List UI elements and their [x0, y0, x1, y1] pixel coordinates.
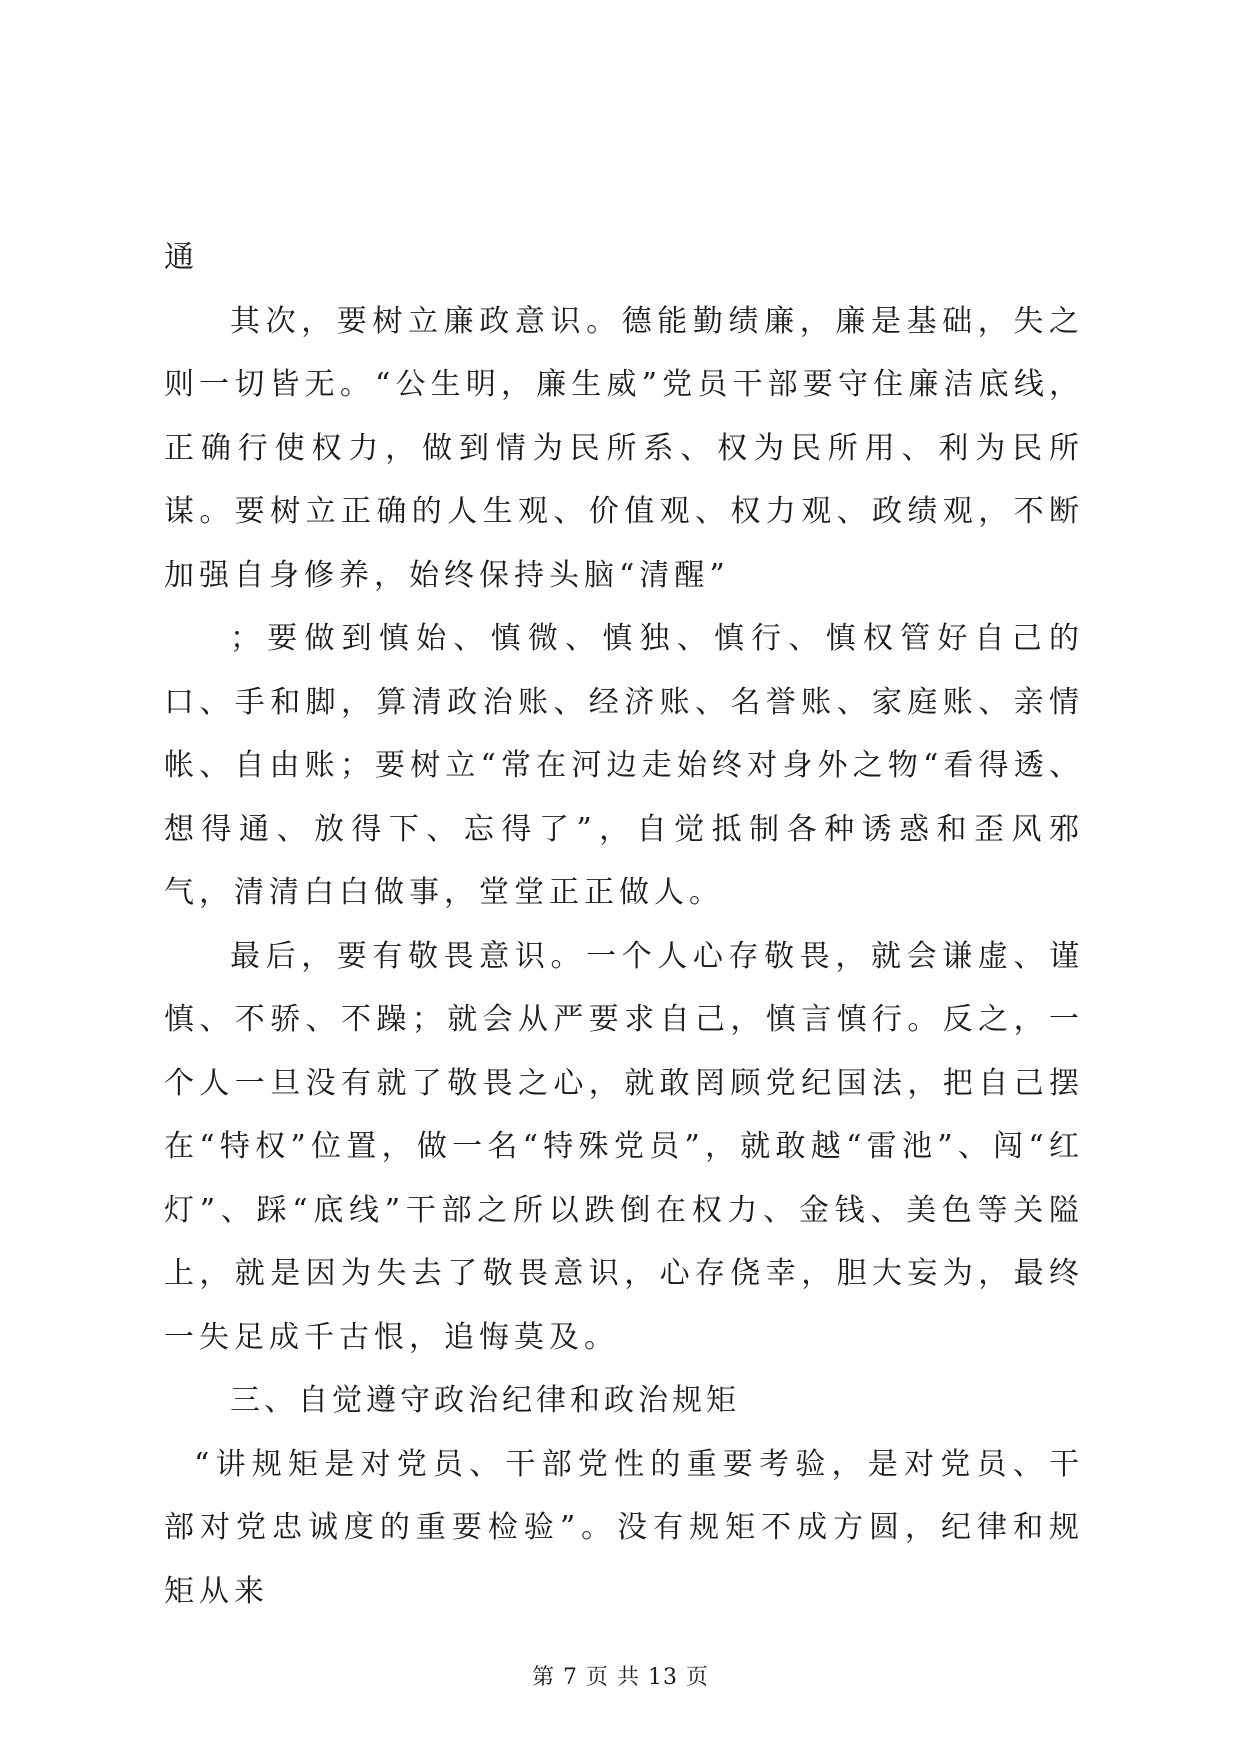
paragraph-reverence-awareness: 最后，要有敬畏意识。一个人心存敬畏，就会谦虚、谨慎、不骄、不躁；就会从严要求自己，慎言慎行。反之，一个人一旦没有就了敬畏之心，就敢罔顾党纪国法，把自己摆在“特权”位置，做一名“特殊党员”，就敢越“雷池”、闯“红灯”、踩“底线”干部之所以跌倒在权力、金钱、美色等关隘上，就是因为失去了敬畏意识，心存侥幸，胆大妄为，最终一失足成千古恨，追悔莫及。 — [164, 938, 1084, 1355]
page-footer: 第 7 页 共 13 页 — [532, 1665, 709, 1690]
paragraph-integrity-awareness: 其次，要树立廉政意识。德能勤绩廉，廉是基础，失之则一切皆无。“公生明，廉生威”党员干部要守住廉洁底线，正确行使权力，做到情为民所系、权为民所用、利为民所谋。要树立正确的人生观、价值观、权力观、政绩观，不断加强自身修养，始终保持头脑“清醒” — [164, 303, 1084, 593]
document-body — [164, 226, 1084, 1623]
paragraph-fragment: 通 — [164, 240, 199, 275]
section-heading: 三、自觉遵守政治纪律和政治规矩 — [230, 1383, 740, 1418]
paragraph-rules: “讲规矩是对党员、干部党性的重要考验，是对党员、干部对党忠诚度的重要检验”。没有规矩不成方圆，纪律和规矩从来 — [164, 1446, 1084, 1609]
paragraph-prudence: ；要做到慎始、慎微、慎独、慎行、慎权管好自己的口、手和脚，算清政治账、经济账、名誉账、家庭账、亲情帐、自由账；要树立“常在河边走始终对身外之物“看得透、想得通、放得下、忘得了”，自觉抵制各种诱惑和歪风邪气，清清白白做事，堂堂正正做人。 — [164, 621, 1084, 910]
